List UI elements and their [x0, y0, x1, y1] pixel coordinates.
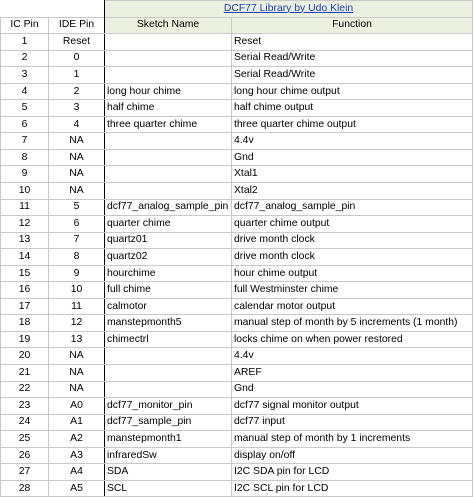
sketch-name-cell: infraredSw: [105, 447, 232, 464]
ide-pin-cell: A5: [49, 480, 105, 497]
ide-pin-cell: 1: [49, 67, 105, 84]
sketch-name-cell: quartz01: [105, 232, 232, 249]
table-row: [1, 480, 473, 497]
sketch-name-cell: [105, 183, 232, 200]
function-cell: 4.4v: [232, 133, 473, 150]
ic-pin-cell: 27: [1, 464, 49, 481]
ide-pin-cell: NA: [49, 348, 105, 365]
table-row: [1, 315, 473, 332]
sketch-name-cell: [105, 348, 232, 365]
ide-pin-cell: NA: [49, 365, 105, 382]
sketch-name-cell: SCL: [105, 480, 232, 497]
ic-pin-cell: 22: [1, 381, 49, 398]
ic-pin-cell: 20: [1, 348, 49, 365]
table-row: [1, 34, 473, 51]
function-cell: hour chime output: [232, 265, 473, 282]
function-cell: dcf77 input: [232, 414, 473, 431]
table-row: [1, 282, 473, 299]
ic-pin-cell: 26: [1, 447, 49, 464]
function-cell: calendar motor output: [232, 298, 473, 315]
table-row: [1, 133, 473, 150]
function-cell: Gnd: [232, 149, 473, 166]
function-cell: quarter chime output: [232, 216, 473, 233]
table-row: [1, 83, 473, 100]
function-cell: dcf77 signal monitor output: [232, 398, 473, 415]
ide-pin-cell: 2: [49, 83, 105, 100]
ide-pin-cell: NA: [49, 381, 105, 398]
sketch-name-cell: three quarter chime: [105, 116, 232, 133]
ide-pin-cell: NA: [49, 166, 105, 183]
ide-pin-cell: A1: [49, 414, 105, 431]
ic-pin-cell: 3: [1, 67, 49, 84]
table-row: [1, 183, 473, 200]
sketch-name-cell: dcf77_monitor_pin: [105, 398, 232, 415]
ic-pin-cell: 28: [1, 480, 49, 497]
sketch-name-cell: SDA: [105, 464, 232, 481]
table-row: [1, 398, 473, 415]
ic-pin-cell: 19: [1, 331, 49, 348]
function-cell: Serial Read/Write: [232, 50, 473, 67]
function-cell: AREF: [232, 365, 473, 382]
function-cell: I2C SCL pin for LCD: [232, 480, 473, 497]
ide-pin-cell: 6: [49, 216, 105, 233]
table-row: [1, 447, 473, 464]
table-row: [1, 199, 473, 216]
ide-pin-cell: 9: [49, 265, 105, 282]
table-row: [1, 298, 473, 315]
library-link[interactable]: DCF77 Library by Udo Klein: [105, 1, 473, 18]
ide-pin-cell: NA: [49, 133, 105, 150]
sketch-name-cell: [105, 365, 232, 382]
header-row: [1, 17, 473, 34]
ic-pin-cell: 8: [1, 149, 49, 166]
sketch-name-cell: chimectrl: [105, 331, 232, 348]
ic-pin-cell: 11: [1, 199, 49, 216]
ide-pin-cell: A3: [49, 447, 105, 464]
sketch-name-cell: [105, 67, 232, 84]
table-row: [1, 331, 473, 348]
ic-pin-cell: 13: [1, 232, 49, 249]
table-row: [1, 232, 473, 249]
title-row-blank-ic: [1, 1, 49, 18]
function-cell: full Westminster chime: [232, 282, 473, 299]
header-ic-pin: IC Pin: [1, 17, 49, 34]
ic-pin-cell: 21: [1, 365, 49, 382]
ic-pin-cell: 15: [1, 265, 49, 282]
ide-pin-cell: A2: [49, 431, 105, 448]
table-row: [1, 67, 473, 84]
ic-pin-cell: 16: [1, 282, 49, 299]
function-cell: manual step of month by 1 increments: [232, 431, 473, 448]
ide-pin-cell: 11: [49, 298, 105, 315]
table-row: [1, 216, 473, 233]
ide-pin-cell: NA: [49, 183, 105, 200]
ide-pin-cell: NA: [49, 149, 105, 166]
sketch-name-cell: [105, 34, 232, 51]
table-row: [1, 381, 473, 398]
function-cell: three quarter chime output: [232, 116, 473, 133]
ide-pin-cell: 7: [49, 232, 105, 249]
ide-pin-cell: 4: [49, 116, 105, 133]
sketch-name-cell: manstepmonth1: [105, 431, 232, 448]
header-sketch-name: Sketch Name: [105, 17, 232, 34]
table-row: [1, 265, 473, 282]
function-cell: Xtal1: [232, 166, 473, 183]
ic-pin-cell: 1: [1, 34, 49, 51]
ic-pin-cell: 2: [1, 50, 49, 67]
sketch-name-cell: [105, 149, 232, 166]
function-cell: drive month clock: [232, 249, 473, 266]
function-cell: I2C SDA pin for LCD: [232, 464, 473, 481]
ic-pin-cell: 18: [1, 315, 49, 332]
header-ide-pin: IDE Pin: [49, 17, 105, 34]
title-row: [1, 1, 473, 18]
ide-pin-cell: 0: [49, 50, 105, 67]
table-row: [1, 365, 473, 382]
sketch-name-cell: quarter chime: [105, 216, 232, 233]
table-row: [1, 464, 473, 481]
ic-pin-cell: 7: [1, 133, 49, 150]
sketch-name-cell: long hour chime: [105, 83, 232, 100]
sketch-name-cell: manstepmonth5: [105, 315, 232, 332]
function-cell: locks chime on when power restored: [232, 331, 473, 348]
ide-pin-cell: 13: [49, 331, 105, 348]
table-row: [1, 166, 473, 183]
ic-pin-cell: 4: [1, 83, 49, 100]
function-cell: dcf77_analog_sample_pin: [232, 199, 473, 216]
function-cell: manual step of month by 5 increments (1 month): [232, 315, 473, 332]
function-cell: Serial Read/Write: [232, 67, 473, 84]
ic-pin-cell: 10: [1, 183, 49, 200]
ide-pin-cell: A0: [49, 398, 105, 415]
ic-pin-cell: 25: [1, 431, 49, 448]
ic-pin-cell: 23: [1, 398, 49, 415]
sketch-name-cell: full chime: [105, 282, 232, 299]
ic-pin-cell: 5: [1, 100, 49, 117]
sketch-name-cell: [105, 133, 232, 150]
ic-pin-cell: 9: [1, 166, 49, 183]
sketch-name-cell: quartz02: [105, 249, 232, 266]
sketch-name-cell: hourchime: [105, 265, 232, 282]
table-row: [1, 348, 473, 365]
sketch-name-cell: [105, 50, 232, 67]
function-cell: 4.4v: [232, 348, 473, 365]
function-cell: Reset: [232, 34, 473, 51]
sketch-name-cell: [105, 381, 232, 398]
ic-pin-cell: 17: [1, 298, 49, 315]
table-row: [1, 50, 473, 67]
table-row: [1, 431, 473, 448]
table-row: [1, 249, 473, 266]
sketch-name-cell: dcf77_sample_pin: [105, 414, 232, 431]
function-cell: Gnd: [232, 381, 473, 398]
ide-pin-cell: 10: [49, 282, 105, 299]
ic-pin-cell: 6: [1, 116, 49, 133]
table-row: [1, 100, 473, 117]
table-row: [1, 116, 473, 133]
function-cell: display on/off: [232, 447, 473, 464]
ide-pin-cell: 12: [49, 315, 105, 332]
ide-pin-cell: A4: [49, 464, 105, 481]
ide-pin-cell: Reset: [49, 34, 105, 51]
table-row: [1, 149, 473, 166]
ic-pin-cell: 14: [1, 249, 49, 266]
function-cell: long hour chime output: [232, 83, 473, 100]
function-cell: drive month clock: [232, 232, 473, 249]
title-row-blank-ide: [49, 1, 105, 18]
table-row: [1, 414, 473, 431]
sketch-name-cell: [105, 166, 232, 183]
ide-pin-cell: 3: [49, 100, 105, 117]
ic-pin-cell: 24: [1, 414, 49, 431]
sketch-name-cell: half chime: [105, 100, 232, 117]
ide-pin-cell: 5: [49, 199, 105, 216]
ic-pin-cell: 12: [1, 216, 49, 233]
sketch-name-cell: dcf77_analog_sample_pin: [105, 199, 232, 216]
header-function: Function: [232, 17, 473, 34]
sketch-name-cell: calmotor: [105, 298, 232, 315]
function-cell: half chime output: [232, 100, 473, 117]
ide-pin-cell: 8: [49, 249, 105, 266]
function-cell: Xtal2: [232, 183, 473, 200]
